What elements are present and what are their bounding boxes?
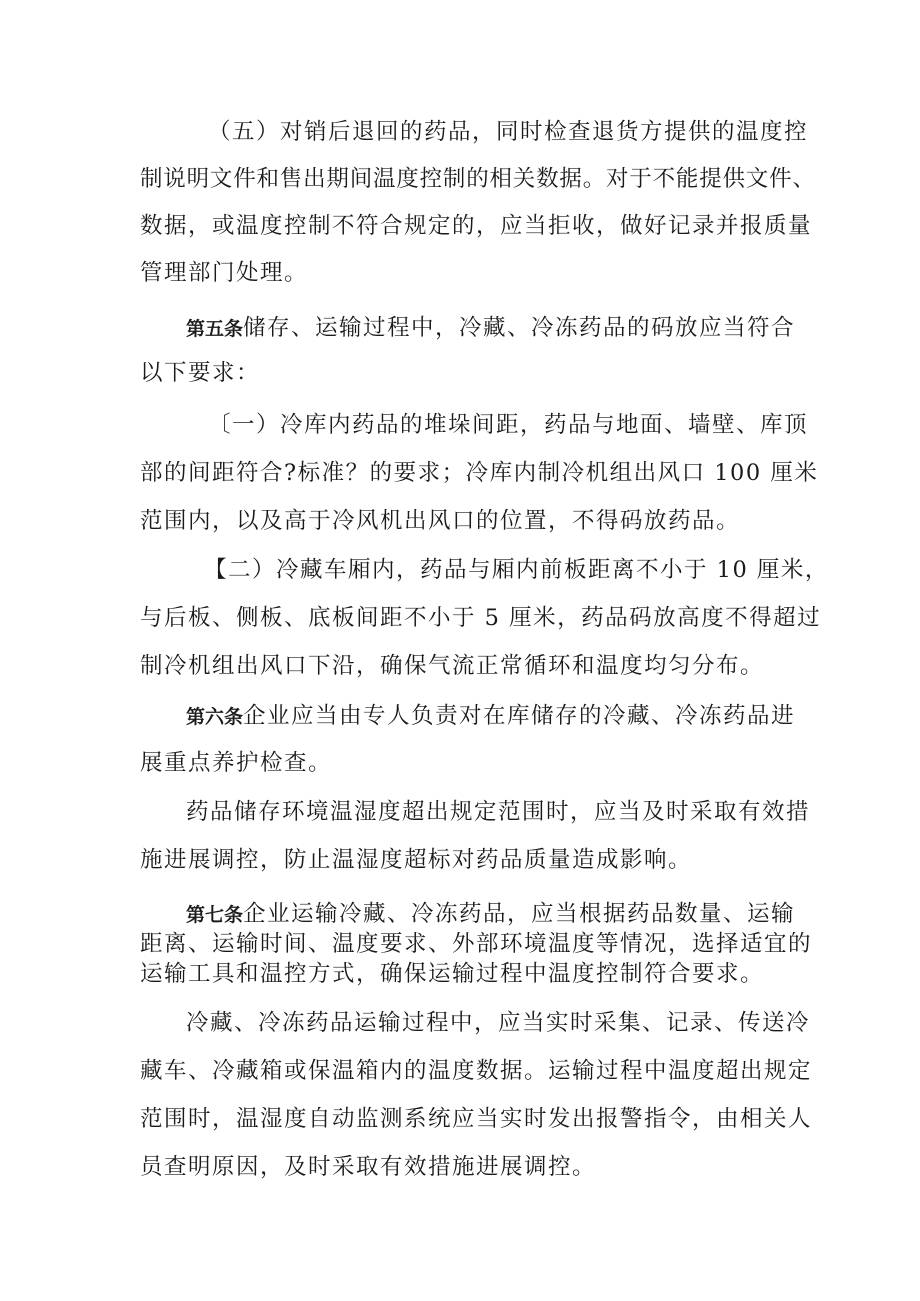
text-line: 展重点养护检查。 [140,750,333,776]
article-5-label: 第五条 [186,318,244,340]
text-line: 藏车、冷藏箱或保温箱内的温度数据。运输过程中温度超出规定 [140,1058,813,1084]
article-7-text: 企业运输冷藏、冷冻药品，应当根据药品数量、运输 [243,901,796,927]
text-line: 施进展调控，防止温湿度超标对药品质量造成影响。 [140,847,693,873]
article-7-label: 第七条 [186,904,244,926]
text-line: 管理部门处理。 [140,260,309,286]
text-line: 范围时，温湿度自动监测系统应当实时发出报警指令，由相关人 [140,1106,813,1132]
text-line: 运输工具和温控方式，确保运输过程中温度控制符合要求。 [140,961,765,987]
text-line [186,701,795,732]
text-line: 部的间距符合?标准？的要求；冷库内制冷机组出风口 100 厘米 [140,460,819,486]
text-line: 数据，或温度控制不符合规定的，应当拒收，做好记录并报质量 [140,213,813,239]
text-line: 距离、运输时间、温度要求、外部环境温度等情况，选择适宜的 [140,931,813,957]
text-line: 与后板、侧板、底板间距不小于 5 厘米，药品码放高度不得超过 [140,605,822,631]
text-line [186,899,795,930]
text-line: 【二）冷藏车厢内，药品与厢内前板距离不小于 10 厘米， [204,557,829,583]
article-5-text: 储存、运输过程中，冷藏、冷冻药品的码放应当符合 [243,315,796,341]
text-line: 冷藏、冷冻药品运输过程中，应当实时采集、记录、传送冷 [186,1010,811,1036]
text-line: （五）对销后退回的药品，同时检查退货方提供的温度控 [208,119,809,145]
article-6-label: 第六条 [186,706,244,728]
text-line [186,313,795,344]
text-line: 员查明原因，及时采取有效措施进展调控。 [140,1154,597,1180]
text-line: 药品储存环境温湿度超出规定范围时，应当及时采取有效措 [186,799,811,825]
text-line: 以下要求： [140,360,261,386]
text-line: 制说明文件和售出期间温度控制的相关数据。对于不能提供文件、 [140,166,816,192]
article-6-text: 企业应当由专人负责对在库储存的冷藏、冷冻药品进 [243,703,796,729]
text-line: 制冷机组出风口下沿，确保气流正常循环和温度均匀分布。 [140,653,765,679]
text-line: 范围内，以及高于冷风机出风口的位置，不得码放药品。 [140,508,741,534]
text-line: 〔一）冷库内药品的堆垛间距，药品与地面、墙壁、库顶 [208,412,809,438]
